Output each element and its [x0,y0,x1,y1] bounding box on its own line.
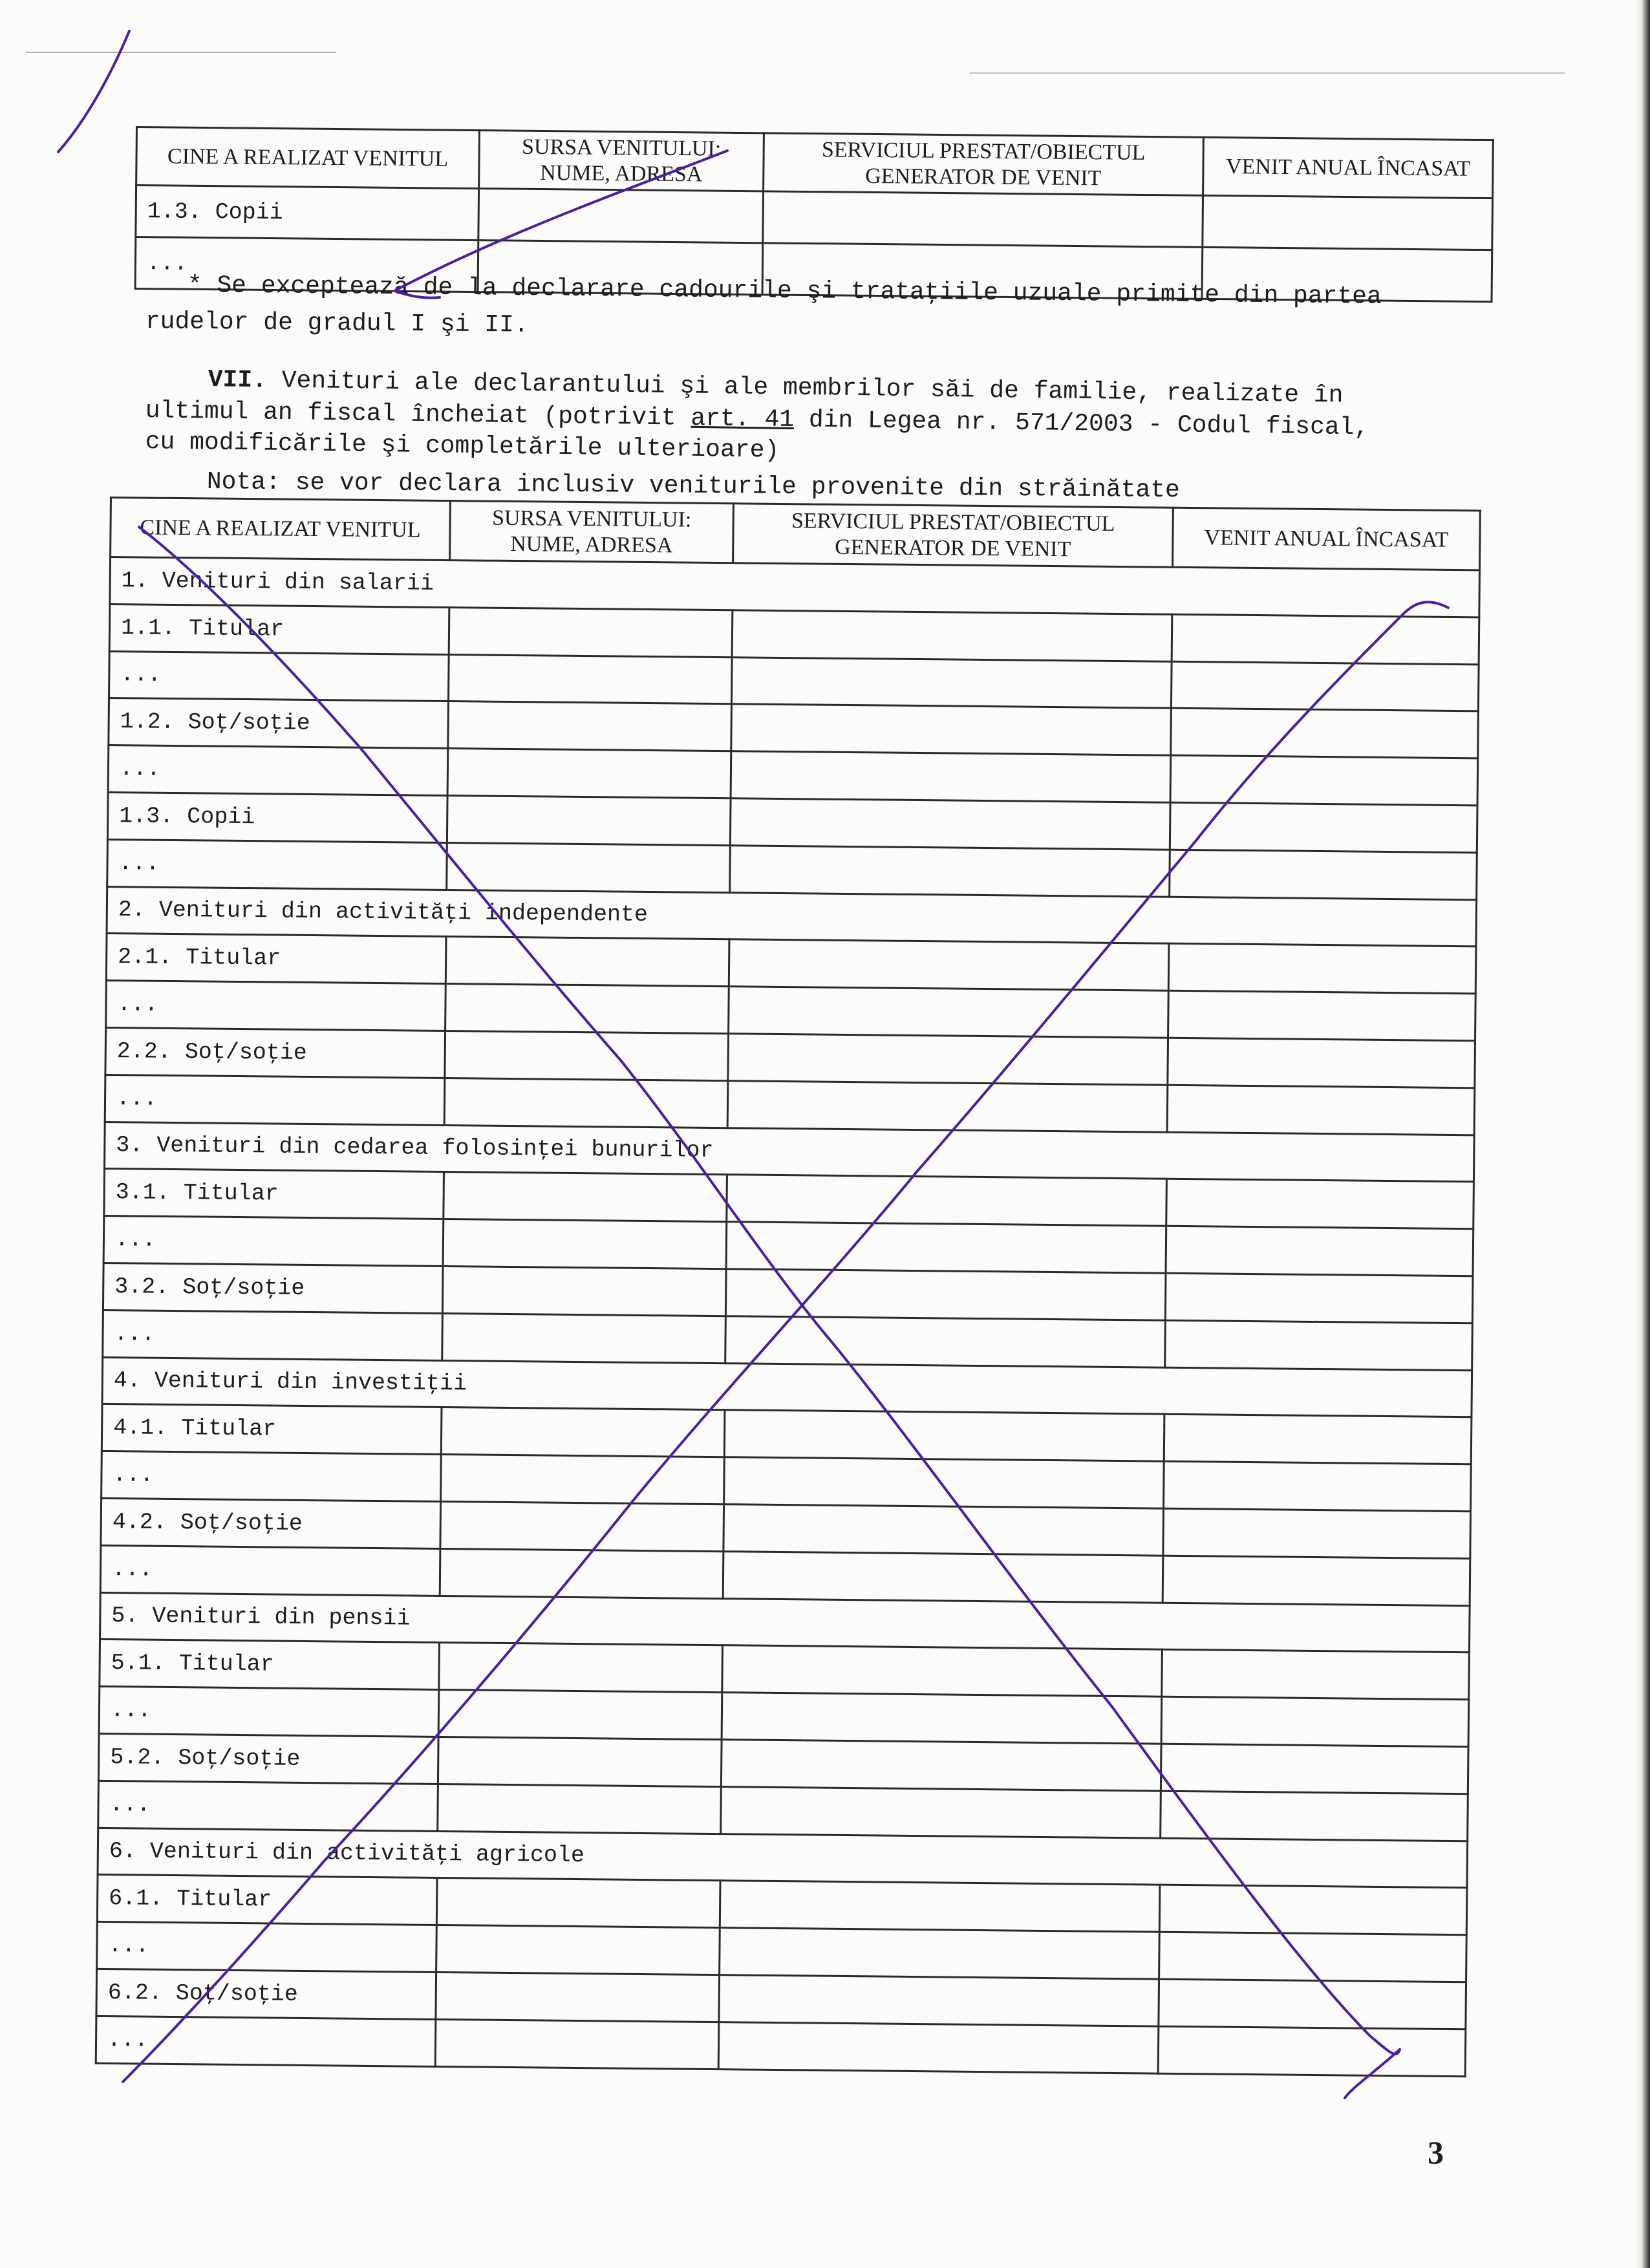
row-label: ... [96,2016,436,2066]
row-label: 6.2. Soţ/soţie [96,1969,436,2019]
row-label: ... [103,1310,443,1360]
header-service: SERVICIUL PRESTAT/OBIECTUL GENERATOR DE VENIT [764,133,1204,196]
category-title: 1. Venituri din salarii [110,557,1480,617]
header-source: SURSA VENITULUI: NUME, ADRESA [479,131,764,191]
row-label: ... [135,237,478,292]
law-article-link[interactable]: art. 41 [691,404,795,434]
section-vii-line: cu modificările şi completările ulterioare) [145,428,780,465]
footnote-line: rudelor de gradul I şi II. [145,308,529,339]
pen-tick [1345,2049,1400,2098]
category-title: 5. Venituri din pensii [100,1592,1470,1653]
row-label: 5.1. Titular [100,1640,440,1690]
header-who: CINE A REALIZAT VENITUL [111,498,451,561]
row-label: 2.2. Soţ/soţie [105,1027,445,1078]
row-label: 5.2. Soţ/soţie [98,1733,438,1784]
footnote-line: * Se exceptează de la declarare cadourile şi trataţiile uzuale primite din partea [187,272,1382,311]
diagonal-stroke-down [139,527,1400,2054]
row-label: 1.3. Copii [136,186,479,241]
row-label: 2.1. Titular [106,934,446,984]
row-label: ... [107,839,447,890]
row-label: 3.2. Soţ/soţie [103,1263,443,1313]
row-label: ... [97,1922,437,1973]
row-label: ... [106,981,446,1031]
category-title: 4. Venituri din investiţii [102,1357,1472,1417]
section-text: ultimul an fiscal încheiat (potrivit [145,397,691,433]
row-label: ... [102,1451,442,1502]
row-label: 1.2. Soţ/soţie [109,698,449,749]
row-label: 4.2. Soţ/soţie [101,1498,441,1548]
row-label: 1.1. Titular [109,604,449,654]
header-income: VENIT ANUAL ÎNCASAT [1173,508,1481,570]
row-label: ... [99,1687,439,1737]
category-title: 3. Venituri din cedarea folosinţei bunurilor [105,1122,1475,1182]
row-label: 6.1. Titular [97,1875,437,1925]
row-label: ... [108,745,448,796]
row-label: 1.3. Copii [107,792,447,842]
foreign-income-note: Nota: se vor declara inclusiv veniturile provenite din străinătate [206,468,1181,505]
header-income: VENIT ANUAL ÎNCASAT [1203,137,1494,198]
header-who: CINE A REALIZAT VENITUL [136,127,480,189]
top-pen-stroke [394,151,727,298]
row-label: ... [103,1216,444,1267]
page-number: 3 [1428,2134,1444,2170]
row-label: ... [98,1781,438,1831]
category-title: 2. Venituri din activităţi independente [107,886,1477,947]
section-text: din Legea nr. 571/2003 - Codul fiscal, [793,406,1369,442]
section-number: VII. [208,366,268,395]
row-label: ... [100,1545,440,1596]
row-label: ... [105,1075,445,1125]
diagonal-stroke-up [123,602,1448,2082]
row-label: ... [109,651,449,701]
row-label: 3.1. Titular [104,1169,444,1219]
category-title: 6. Venituri din activităţi agricole [98,1828,1468,1888]
section-text: Venituri ale declarantului şi ale membrilor săi de familie, realizate în [281,367,1344,410]
row-label: 4.1. Titular [102,1404,442,1455]
header-source: SURSA VENITULUI: NUME, ADRESA [450,501,734,563]
margin-pen-stroke [58,31,129,152]
header-service: SERVICIUL PRESTAT/OBIECTUL GENERATOR DE VENIT [733,504,1173,568]
